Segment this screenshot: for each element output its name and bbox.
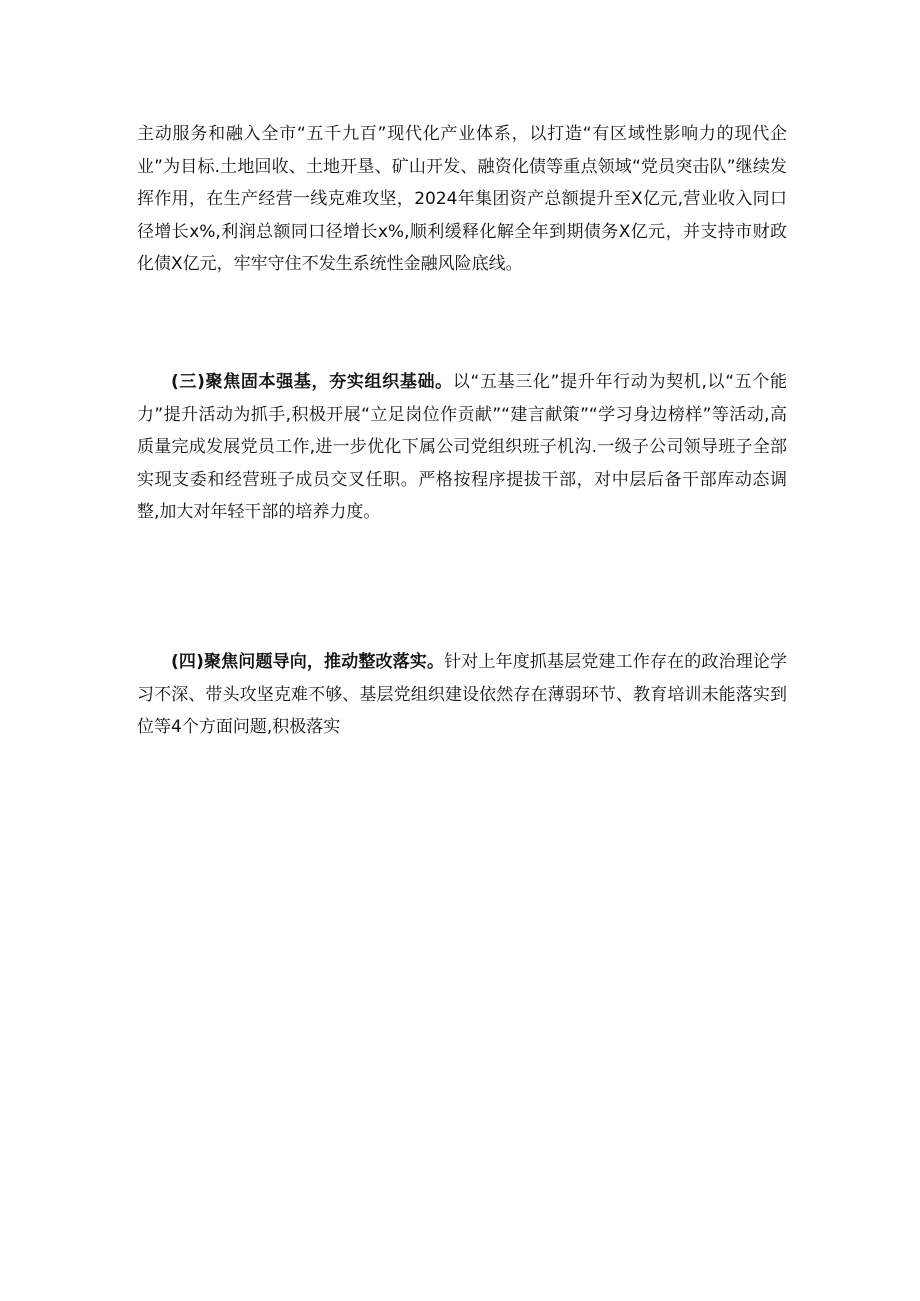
paragraph-3-heading: (四)聚焦问题导向，推动整改落实。: [171, 652, 445, 672]
paragraph-2: [137, 366, 787, 529]
paragraph-2-heading: (三)聚焦固本强基，夯实组织基础。: [171, 372, 453, 392]
paragraph-3-text: 针对上年度抓基层党建工作存在的政治理论学习不深、带头攻坚克难不够、基层党组织建设依然存在薄弱环节、教育培训未能落实到位等4个方面问题,积极落实: [137, 652, 788, 737]
paragraph-1-text: 主动服务和融入全市“五千九百”现代化产业体系，以打造“有区域性影响力的现代企业”为目标.土地回收、土地开垦、矿山开发、融资化债等重点领域“党员突击队”继续发挥作用，在生产经营一线克难攻坚，2024年集团资产总额提升至X亿元,营业收入同口径增长x%,利润总额同口径增长x%,顺利缓释化解全年到期债务X亿元，并支持市财政化债X亿元，牢牢守住不发生系统性金融风险底线。: [137, 124, 787, 274]
paragraph-2-text: 以“五基三化”提升年行动为契机,以“五个能力”提升活动为抓手,积极开展“立足岗位作贡献”“建言献策”“学习身边榜样”等活动,高质量完成发展党员工作,进一步优化下属公司党组织班子机沟.一级子公司领导班子全部实现支委和经营班子成员交叉任职。严格按程序提拔干部，对中层后备干部库动态调整,加大对年轻干部的培养力度。: [137, 372, 787, 522]
paragraph-1: [137, 118, 787, 281]
paragraph-3: [137, 646, 787, 744]
